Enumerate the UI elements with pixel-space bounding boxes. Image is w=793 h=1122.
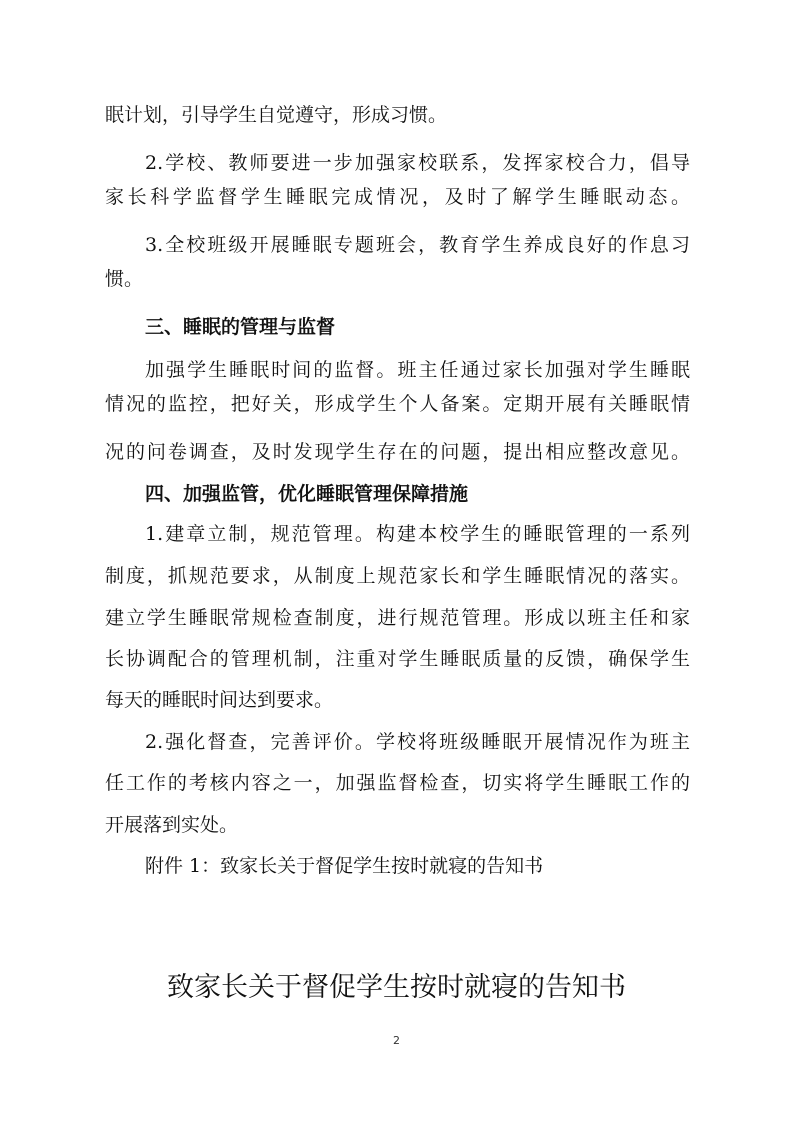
paragraph-line: 建立学生睡眠常规检查制度，进行规范管理。形成以班主任和家 [105,607,690,629]
attachment-note: 附件 1：致家长关于督促学生按时就寝的告知书 [145,855,544,877]
paragraph-line: 2.强化督查，完善评价。学校将班级睡眠开展情况作为班主 [145,731,690,753]
paragraph-line: 长协调配合的管理机制，注重对学生睡眠质量的反馈，确保学生 [105,648,690,670]
paragraph-line: 加强学生睡眠时间的监督。班主任通过家长加强对学生睡眠 [145,359,690,381]
paragraph-line: 2.学校、教师要进一步加强家校联系，发挥家校合力，倡导 [145,152,690,174]
page-number: 2 [393,1034,400,1047]
paragraph-line: 情况的监控，把好关，形成学生个人备案。定期开展有关睡眠情 [105,393,690,415]
paragraph-line: 开展落到实处。 [105,814,239,836]
paragraph-line: 3.全校班级开展睡眠专题班会，教育学生养成良好的作息习 [145,234,690,256]
paragraph-line: 家长科学监督学生睡眠完成情况，及时了解学生睡眠动态。 [105,186,690,208]
paragraph-line: 制度，抓规范要求，从制度上规范家长和学生睡眠情况的落实。 [105,565,690,587]
notice-title: 致家长关于督促学生按时就寝的告知书 [167,972,626,1003]
paragraph-line: 惯。 [105,268,144,290]
paragraph-line: 任工作的考核内容之一，加强监督检查，切实将学生睡眠工作的 [105,772,690,794]
paragraph-line: 每天的睡眠时间达到要求。 [105,689,334,711]
paragraph-line: 况的问卷调查，及时发现学生存在的问题，提出相应整改意见。 [105,441,690,463]
paragraph-line: 1.建章立制，规范管理。构建本校学生的睡眠管理的一系列 [145,523,690,545]
section-heading-4: 四、加强监管，优化睡眠管理保障措施 [145,483,469,505]
section-heading-3: 三、睡眠的管理与监督 [145,316,336,338]
paragraph-line: 眠计划，引导学生自觉遵守，形成习惯。 [105,104,448,126]
